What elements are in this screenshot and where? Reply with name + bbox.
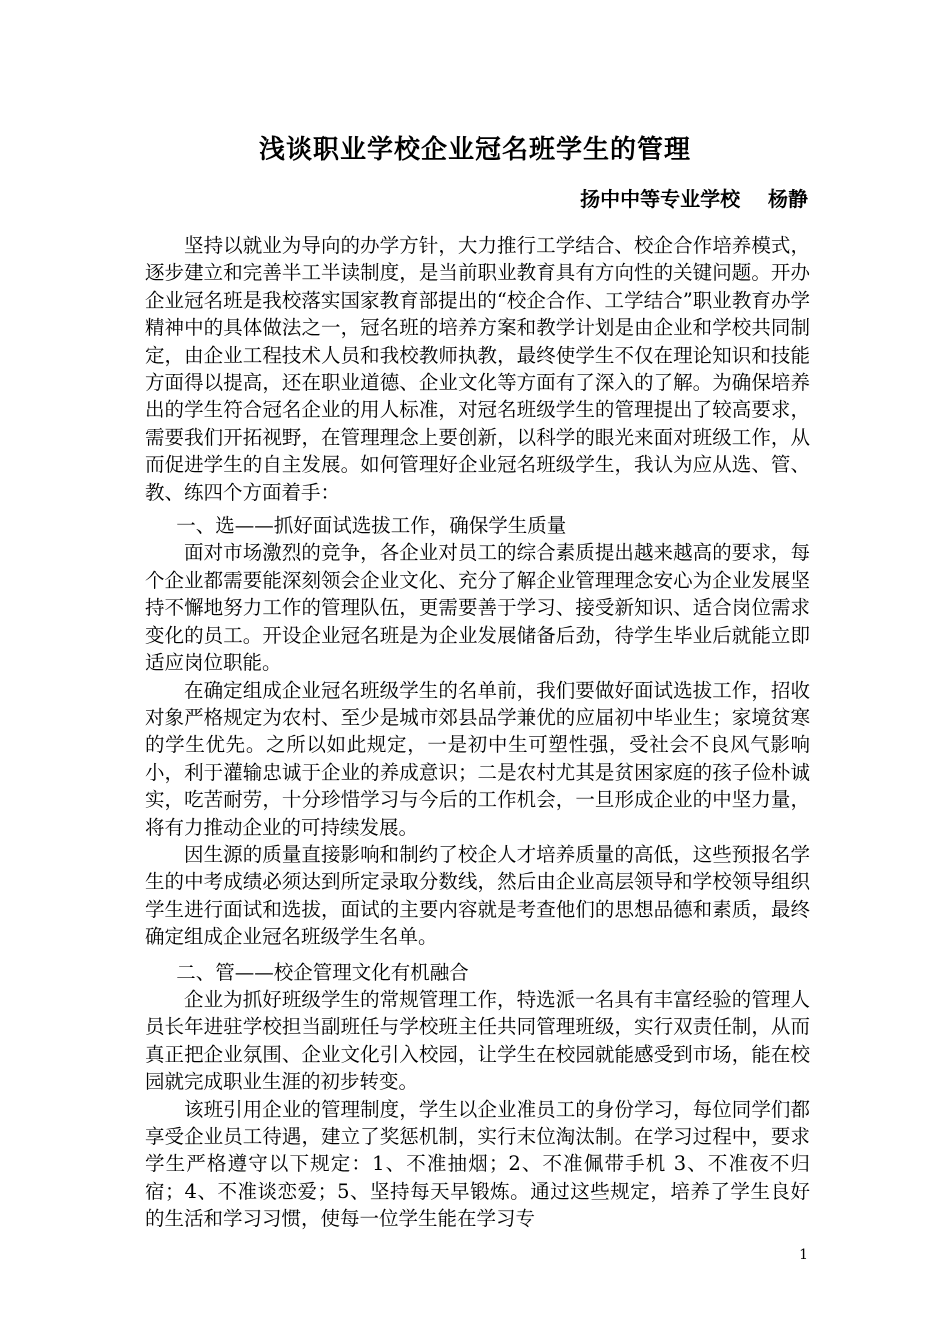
section-2-paragraph-1: 企业为抓好班级学生的常规管理工作，特选派一名具有丰富经验的管理人员长年进驻学校担当副班任与学校班主任共同管理班级，实行双责任制，从而真正把企业氛围、企业文化引入校园，让学生在校园就能感受到市场，能在校园就完成职业生涯的初步转变。	[145, 987, 810, 1094]
document-title: 浅谈职业学校企业冠名班学生的管理	[258, 135, 691, 165]
section-2-paragraph-2: 该班引用企业的管理制度，学生以企业准员工的身份学习，每位同学们都享受企业员工待遇，建立了奖惩机制，实行末位淘汰制。在学习过程中，要求学生严格遵守以下规定：1、不准抽烟；2、不准佩带手机 3、不准夜不归宿；4、不准谈恋爱；5、坚持每天早锻炼。通过这些规定，培养了学生良好的生活和学习习惯，使每一位学生能在学习专	[145, 1097, 810, 1231]
document-body	[145, 232, 810, 1233]
section-1-paragraph-2: 在确定组成企业冠名班级学生的名单前，我们要做好面试选拔工作，招收对象严格规定为农村、至少是城市郊县品学兼优的应届初中毕业生；家境贫寒的学生优先。之所以如此规定，一是初中生可塑性强，受社会不良风气影响小，利于灌输忠诚于企业的养成意识；二是农村尤其是贫困家庭的孩子俭朴诚实，吃苦耐劳，十分珍惜学习与今后的工作机会，一旦形成企业的中坚力量，将有力推动企业的可持续发展。	[145, 678, 810, 839]
page-number: 1	[799, 1247, 808, 1263]
author-byline: 扬中中等专业学校 杨静	[580, 187, 808, 211]
section-heading-2: 二、管——校企管理文化有机融合	[176, 960, 469, 984]
intro-paragraph: 坚持以就业为导向的办学方针，大力推行工学结合、校企合作培养模式，逐步建立和完善半工半读制度，是当前职业教育具有方向性的关键问题。开办企业冠名班是我校落实国家教育部提出的“校企合作、工学结合”职业教育办学精神中的具体做法之一，冠名班的培养方案和教学计划是由企业和学校共同制定，由企业工程技术人员和我校教师执教，最终使学生不仅在理论知识和技能方面得以提高，还在职业道德、企业文化等方面有了深入的了解。为确保培养出的学生符合冠名企业的用人标准，对冠名班级学生的管理提出了较高要求，需要我们开拓视野，在管理理念上要创新，以科学的眼光来面对班级工作，从而促进学生的自主发展。如何管理好企业冠名班级学生，我认为应从选、管、教、练四个方面着手：	[145, 234, 810, 504]
section-1-paragraph-3: 因生源的质量直接影响和制约了校企人才培养质量的高低，这些预报名学生的中考成绩必须达到所定录取分数线，然后由企业高层领导和学校领导组织学生进行面试和选拔，面试的主要内容就是考查他们的思想品德和素质，最终确定组成企业冠名班级学生名单。	[145, 842, 810, 949]
section-1-paragraph-1: 面对市场激烈的竞争，各企业对员工的综合素质提出越来越高的要求，每个企业都需要能深刻领会企业文化、充分了解企业管理理念安心为企业发展坚持不懈地努力工作的管理队伍，更需要善于学习、接受新知识、适合岗位需求变化的员工。开设企业冠名班是为企业发展储备后劲，待学生毕业后就能立即适应岗位职能。	[145, 541, 810, 675]
section-heading-1: 一、选——抓好面试选拔工作，确保学生质量	[176, 514, 567, 538]
